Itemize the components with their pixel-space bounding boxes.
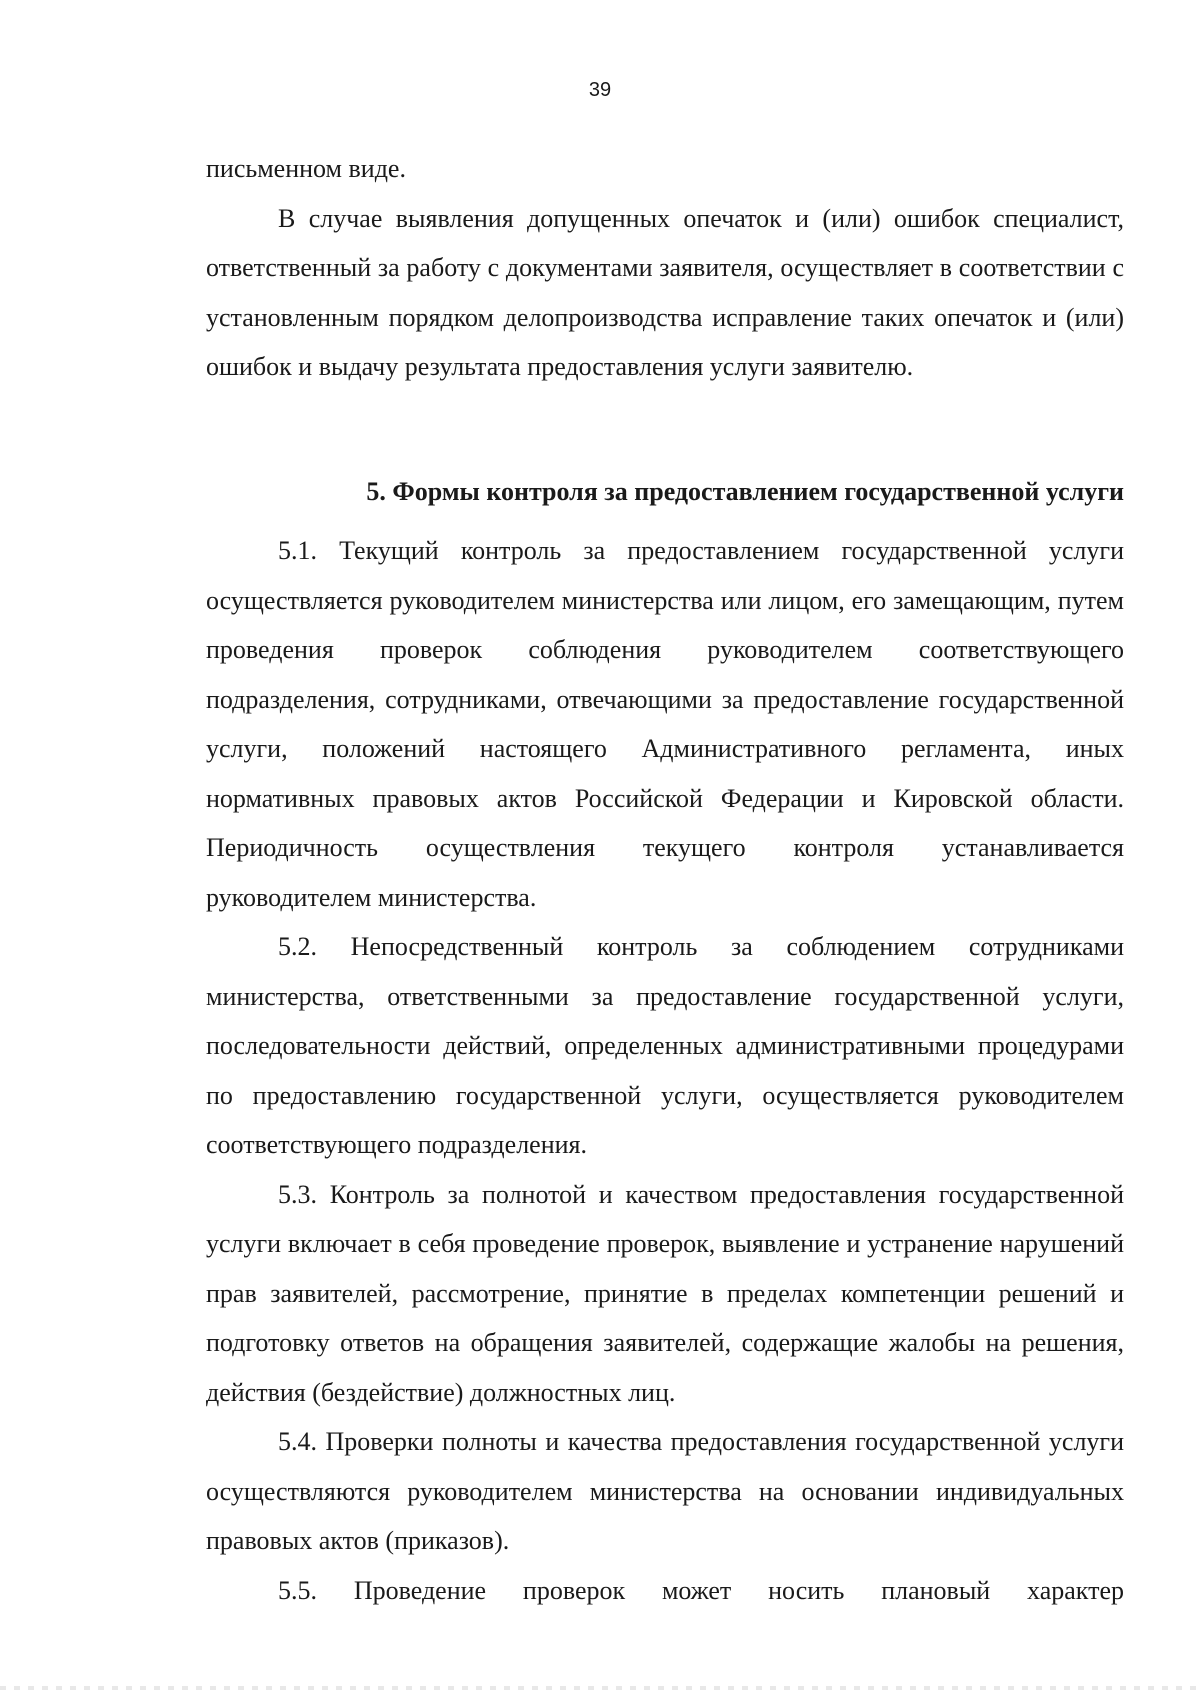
paragraph-5-4: 5.4. Проверки полноты и качества предоставления государственной услуги осуществляются руководителем министерства на основании индивидуальных правовых актов (приказов).	[206, 1427, 1124, 1555]
page-number: 39	[588, 79, 612, 101]
text-block-top	[206, 144, 1124, 392]
paragraph-5-3: 5.3. Контроль за полнотой и качеством предоставления государственной услуги включает в себя проведение проверок, выявление и устранение нарушений прав заявителей, рассмотрение, принятие в пределах компетенции решений и подготовку ответов на обращения заявителей, содержащие жалобы на решения, действия (бездействие) должностных лиц.	[206, 1179, 1124, 1407]
paragraph-5-2: 5.2. Непосредственный контроль за соблюдением сотрудниками министерства, ответственными за предоставление государственной услуги, последовательности действий, определенных административными процедурами по предоставлению государственной услуги, осуществляется руководителем соответствующего подразделения.	[206, 932, 1124, 1159]
paragraph-5-5: 5.5. Проведение проверок может носить плановый характер	[278, 1575, 1124, 1605]
scan-bottom-edge	[0, 1686, 1200, 1690]
section-heading: 5. Формы контроля за предоставлением государственной услуги	[366, 477, 1124, 506]
paragraph-error-correction: В случае выявления допущенных опечаток и (или) ошибок специалист, ответственный за работу с документами заявителя, осуществляет в соответствии с установленным порядком делопроизводства исправление таких опечаток и (или) ошибок и выдачу результата предоставления услуги заявителю.	[206, 203, 1124, 381]
paragraph-5-1: 5.1. Текущий контроль за предоставлением государственной услуги осуществляется руководителем министерства или лицом, его замещающим, путем проведения проверок соблюдения руководителем соответствующего подразделения, сотрудниками, отвечающими за предоставление государственной услуги, положений настоящего Административного регламента, иных нормативных правовых актов Российской Федерации и Кировской области. Периодичность осуществления текущего контроля устанавливается руководителем министерства.	[206, 536, 1124, 912]
text-block-section-5	[206, 526, 1124, 1615]
paragraph-continuation: письменном виде.	[206, 154, 406, 183]
